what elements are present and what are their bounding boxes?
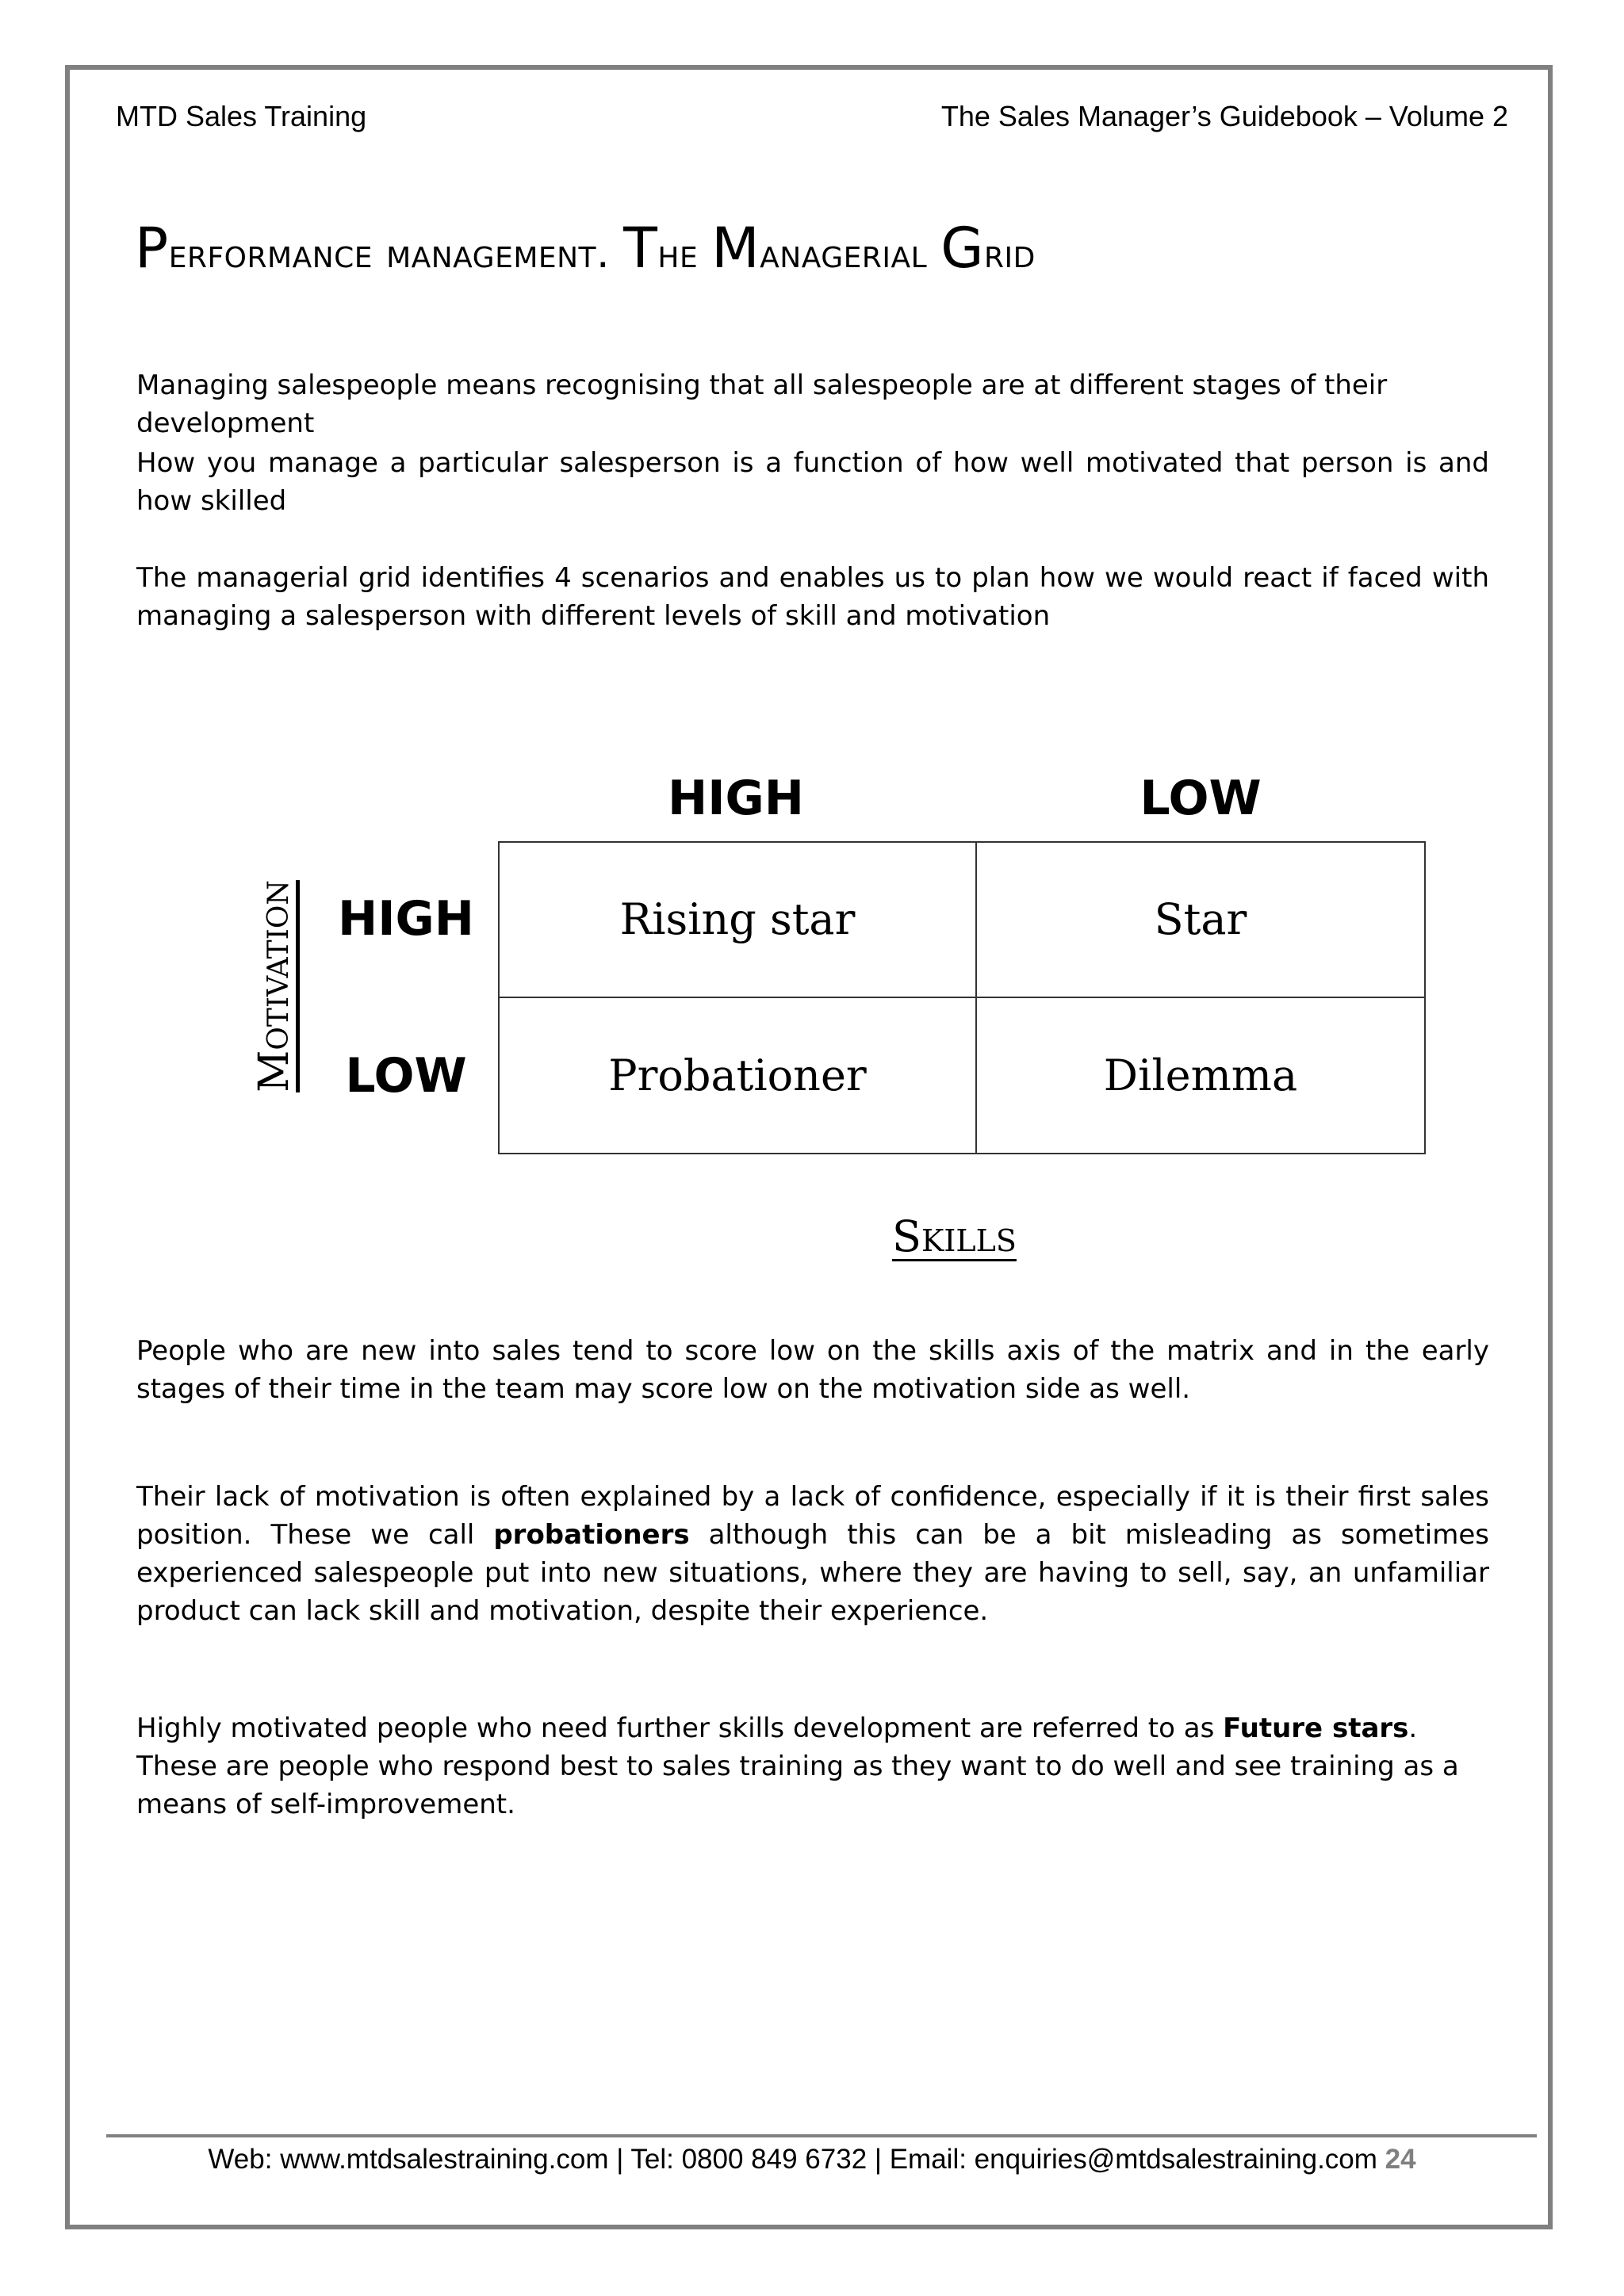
paragraph-text: . These are people who respond best to sales training as they want to do well and see training as a means of self-improvement. (136, 1712, 1459, 1820)
intro-paragraph-1: Managing salespeople means recognising that all salespeople are at different stages of their development (136, 369, 1388, 439)
grid-cell-rising-star: Rising star (500, 843, 977, 998)
footer (0, 2144, 1624, 2175)
intro-paragraph-2: How you manage a particular salesperson is a function of how well motivated that person is and how skilled (136, 447, 1489, 517)
grid-cell-dilemma: Dilemma (1103, 1050, 1298, 1100)
body-paragraph-probationers (136, 1478, 1489, 1630)
motivation-axis-label: Motivation (251, 880, 298, 1093)
footer-divider (106, 2134, 1537, 2137)
managerial-grid-matrix (498, 841, 1426, 1154)
body-paragraph-new-salespeople: People who are new into sales tend to score low on the skills axis of the matrix and in the early stages of their time in the team may score low on the motivation side as well. (136, 1335, 1489, 1405)
paragraph-text: Highly motivated people who need further skills development are referred to as (136, 1712, 1224, 1744)
title-initial: G (940, 216, 984, 281)
grid-cell-star: Star (977, 843, 1424, 998)
skills-axis-label: Skills (892, 1211, 1017, 1261)
paragraph-text: Their lack of motivation is often explained by a lack of confidence, especially if it is their first sales position. These we call (136, 1481, 1489, 1551)
grid-row-label-high: HIGH (337, 891, 474, 947)
title-text: erformance management. (168, 230, 624, 277)
page-number: 24 (1385, 2144, 1416, 2175)
title-text: he (657, 230, 712, 277)
grid-row-label-low: LOW (345, 1048, 467, 1104)
bold-term-probationers: probationers (493, 1519, 690, 1551)
grid-cell-probationer: Probationer (500, 998, 977, 1154)
title-initial: P (135, 216, 169, 281)
title-initial: T (623, 216, 658, 281)
intro-paragraph-3: The managerial grid identifies 4 scenarios and enables us to plan how we would react if faced with managing a salesperson with different levels of skill and motivation (136, 562, 1489, 632)
paragraph-text: although this can be a bit misleading as sometimes experienced salespeople put into new situations, where they are having to sell, say, an unfamiliar product can lack skill and motivation, despite their experience. (136, 1519, 1489, 1627)
footer-contact: Web: www.mtdsalestraining.com | Tel: 0800 849 6732 | Email: enquiries@mtdsalestraining.com (208, 2144, 1377, 2175)
bold-term-future-stars: Future stars (1223, 1712, 1409, 1744)
title-initial: M (711, 216, 760, 281)
header-left: MTD Sales Training (116, 100, 367, 132)
title-text: anagerial (760, 230, 941, 277)
body-paragraph-future-stars (136, 1709, 1469, 1823)
page-title (135, 216, 1036, 281)
header-right: The Sales Manager’s Guidebook – Volume 2 (940, 100, 1508, 132)
grid-column-label-low: LOW (1139, 771, 1262, 826)
title-text: rid (983, 230, 1036, 277)
grid-column-label-high: HIGH (667, 771, 804, 826)
